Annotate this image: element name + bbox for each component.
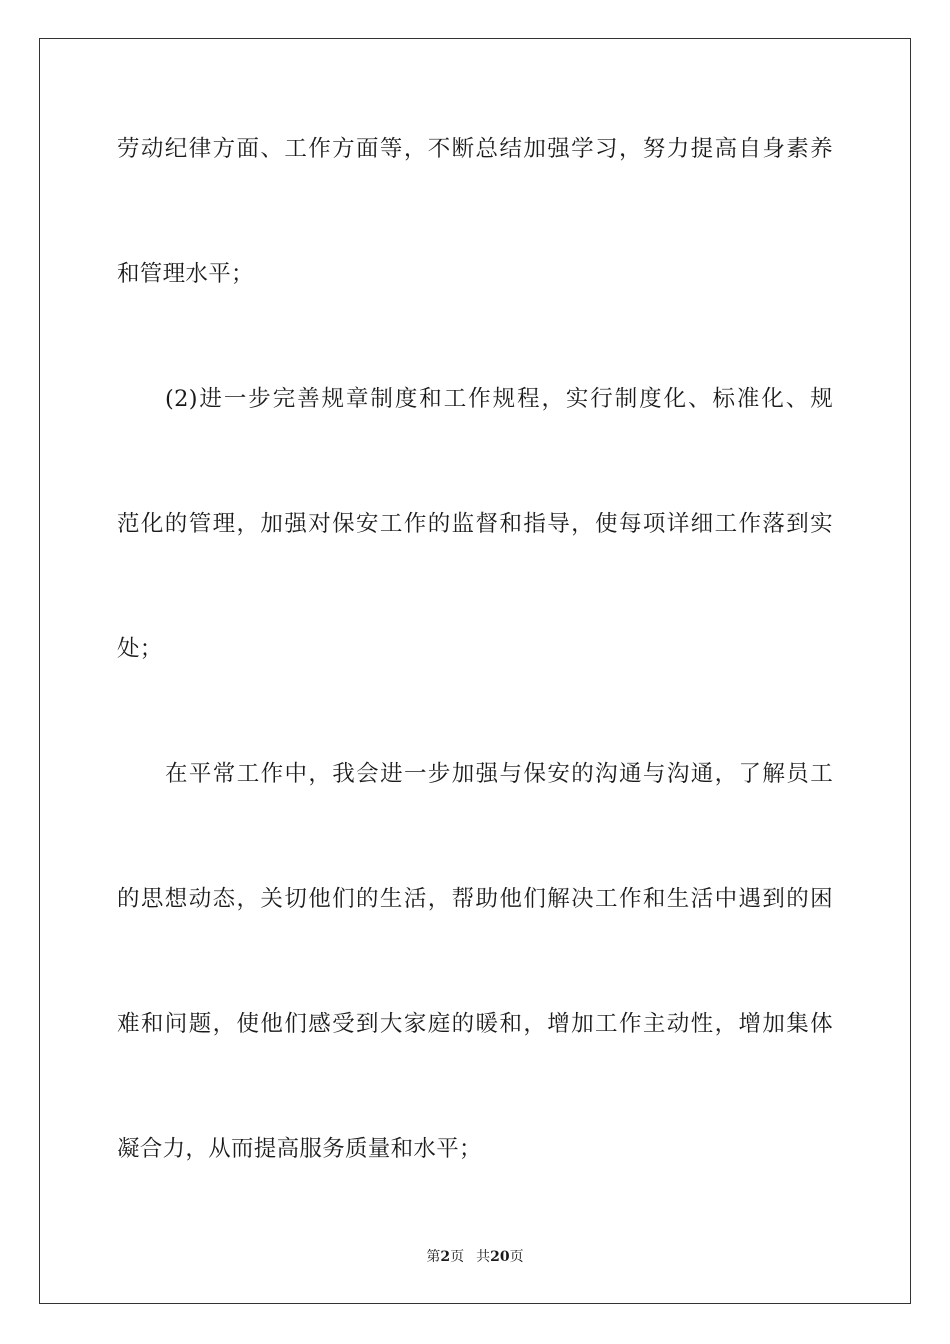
current-page-number: 2 [440, 1249, 451, 1265]
paragraph-line: (2)进一步完善规章制度和工作规程，实行制度化、标准化、规 [165, 386, 833, 412]
total-prefix: 共 [476, 1249, 491, 1265]
paragraph-line: 劳动纪律方面、工作方面等，不断总结加强学习，努力提高自身素养 [117, 136, 833, 162]
page-prefix: 第 [426, 1249, 441, 1265]
paragraph-line: 范化的管理，加强对保安工作的监督和指导，使每项详细工作落到实 [117, 511, 833, 537]
paragraph-line: 和管理水平； [117, 261, 254, 287]
page-footer [0, 1247, 950, 1267]
total-suffix: 页 [509, 1249, 524, 1265]
page-frame [39, 38, 911, 1304]
paragraph-line: 处； [117, 636, 163, 662]
paragraph-line: 在平常工作中，我会进一步加强与保安的沟通与沟通，了解员工 [165, 761, 833, 787]
page-suffix: 页 [450, 1249, 465, 1265]
paragraph-line: 难和问题，使他们感受到大家庭的暖和，增加工作主动性，增加集体 [117, 1011, 833, 1037]
paragraph-line: 的思想动态，关切他们的生活，帮助他们解决工作和生活中遇到的困 [117, 886, 833, 912]
total-pages-number: 20 [490, 1249, 510, 1265]
paragraph-line: 凝合力，从而提高服务质量和水平； [117, 1136, 482, 1162]
